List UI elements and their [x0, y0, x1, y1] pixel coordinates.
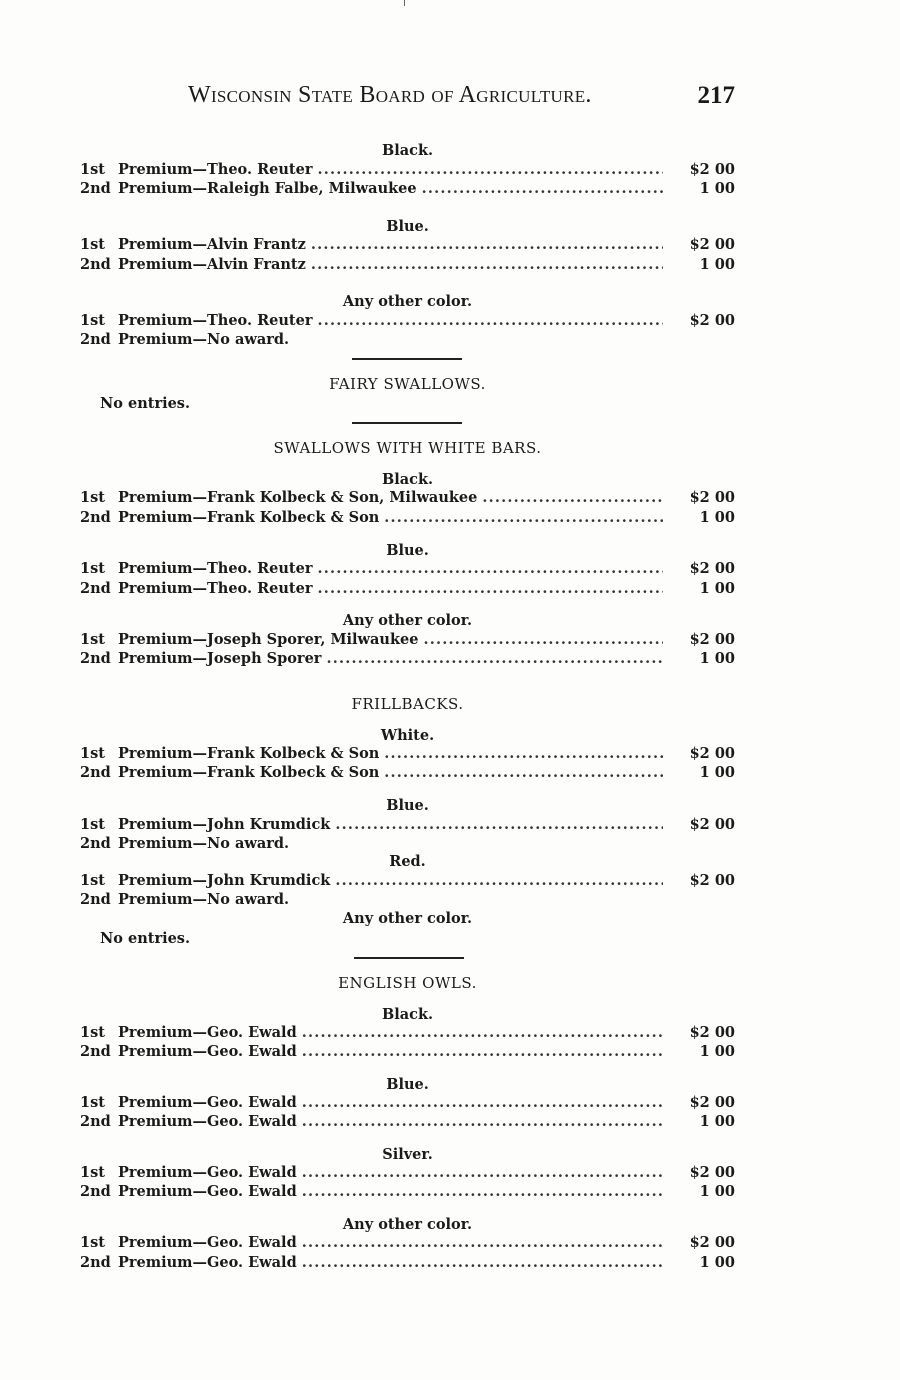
place: 2nd [80, 891, 111, 908]
page-header [80, 82, 735, 114]
place: 1st [80, 872, 105, 889]
award-row [80, 1254, 735, 1274]
winner: Premium—Frank Kolbeck & Son [118, 509, 380, 526]
winner: Premium—Geo. Ewald [118, 1024, 297, 1041]
subheading-blue: Blue. [386, 1076, 429, 1093]
subheading-white: White. [380, 727, 435, 744]
award-row [80, 891, 735, 911]
winner: Premium—Geo. Ewald [118, 1094, 297, 1111]
winner: Premium—Geo. Ewald [118, 1183, 297, 1200]
award-row [80, 745, 735, 765]
award-row [80, 489, 735, 509]
place: 2nd [80, 1043, 111, 1060]
award-row [80, 1043, 735, 1063]
dot-leader [312, 161, 663, 178]
amount: 1 00 [699, 509, 735, 526]
section-heading-fairy-swallows: FAIRY SWALLOWS. [329, 375, 486, 393]
dot-leader [306, 236, 663, 253]
amount: $2 00 [689, 631, 735, 648]
winner: Premium—Theo. Reuter [118, 312, 313, 329]
winner: Premium—Geo. Ewald [118, 1043, 297, 1060]
print-mark [404, 0, 405, 6]
winner: Premium—Alvin Frantz [118, 236, 306, 253]
amount: $2 00 [689, 312, 735, 329]
amount: $2 00 [689, 161, 735, 178]
place: 1st [80, 745, 105, 762]
award-row [80, 560, 735, 580]
award-row [80, 509, 735, 529]
dot-leader [297, 1043, 663, 1060]
dot-leader [312, 312, 663, 329]
place: 2nd [80, 764, 111, 781]
place: 2nd [80, 180, 111, 197]
section-divider [352, 358, 462, 360]
amount: $2 00 [689, 745, 735, 762]
section-divider [352, 422, 462, 424]
dot-leader [312, 560, 663, 577]
place: 1st [80, 816, 105, 833]
award-row [80, 180, 735, 200]
place: 1st [80, 312, 105, 329]
place: 2nd [80, 835, 111, 852]
section-divider [354, 957, 464, 959]
place: 1st [80, 489, 105, 506]
amount: $2 00 [689, 1094, 735, 1111]
amount: $2 00 [689, 560, 735, 577]
amount: $2 00 [689, 489, 735, 506]
amount: 1 00 [699, 1113, 735, 1130]
winner: Premium—Frank Kolbeck & Son, Milwaukee [118, 489, 478, 506]
subheading-any-other-color: Any other color. [342, 910, 473, 927]
amount: $2 00 [689, 816, 735, 833]
amount: $2 00 [689, 236, 735, 253]
dot-leader [379, 764, 663, 781]
award-row [80, 835, 735, 855]
amount: 1 00 [699, 1254, 735, 1271]
amount: $2 00 [689, 872, 735, 889]
dot-leader [477, 489, 663, 506]
amount: 1 00 [699, 1183, 735, 1200]
place: 1st [80, 631, 105, 648]
page-number: 217 [697, 82, 735, 109]
amount: $2 00 [689, 1024, 735, 1041]
no-entries-note: No entries. [100, 395, 191, 412]
award-row [80, 256, 735, 276]
amount: $2 00 [689, 1164, 735, 1181]
section-heading-frillbacks: FRILLBACKS. [351, 695, 464, 713]
award-row [80, 236, 735, 256]
subheading-black: Black. [381, 142, 434, 159]
winner: Premium—John Krumdick [118, 872, 331, 889]
section-heading-english-owls: ENGLISH OWLS. [338, 974, 477, 992]
winner: Premium—Geo. Ewald [118, 1234, 297, 1251]
subheading-blue: Blue. [386, 797, 429, 814]
award-row [80, 580, 735, 600]
subheading-black: Black. [381, 471, 434, 488]
winner: Premium—Geo. Ewald [118, 1164, 297, 1181]
award-row [80, 764, 735, 784]
amount: 1 00 [699, 764, 735, 781]
dot-leader [297, 1094, 663, 1111]
award-row [80, 816, 735, 836]
award-row [80, 161, 735, 181]
winner: Premium—No award. [118, 835, 290, 852]
dot-leader [312, 580, 663, 597]
place: 2nd [80, 580, 111, 597]
subheading-any-other-color: Any other color. [342, 1216, 473, 1233]
award-row [80, 872, 735, 892]
dot-leader [418, 631, 663, 648]
winner: Premium—No award. [118, 331, 290, 348]
award-row [80, 631, 735, 651]
winner: Premium—Alvin Frantz [118, 256, 306, 273]
dot-leader [297, 1113, 663, 1130]
dot-leader [379, 509, 663, 526]
amount: 1 00 [699, 1043, 735, 1060]
award-row [80, 1164, 735, 1184]
amount: 1 00 [699, 180, 735, 197]
subheading-any-other-color: Any other color. [342, 293, 473, 310]
dot-leader [297, 1024, 663, 1041]
award-row [80, 1094, 735, 1114]
winner: Premium—Joseph Sporer [118, 650, 322, 667]
amount: 1 00 [699, 650, 735, 667]
place: 2nd [80, 1254, 111, 1271]
place: 1st [80, 236, 105, 253]
dot-leader [297, 1164, 663, 1181]
dot-leader [379, 745, 663, 762]
winner: Premium—Frank Kolbeck & Son [118, 745, 380, 762]
award-row [80, 650, 735, 670]
winner: Premium—Theo. Reuter [118, 560, 313, 577]
place: 2nd [80, 1113, 111, 1130]
subheading-red: Red. [389, 853, 426, 870]
winner: Premium—Theo. Reuter [118, 580, 313, 597]
subheading-any-other-color: Any other color. [342, 612, 473, 629]
subheading-blue: Blue. [386, 542, 429, 559]
award-row [80, 1113, 735, 1133]
winner: Premium—Raleigh Falbe, Milwaukee [118, 180, 417, 197]
winner: Premium—Geo. Ewald [118, 1113, 297, 1130]
amount: 1 00 [699, 580, 735, 597]
award-row [80, 1024, 735, 1044]
winner: Premium—Frank Kolbeck & Son [118, 764, 380, 781]
winner: Premium—John Krumdick [118, 816, 331, 833]
place: 1st [80, 560, 105, 577]
dot-leader [330, 872, 663, 889]
place: 1st [80, 1024, 105, 1041]
place: 2nd [80, 1183, 111, 1200]
running-title: Wisconsin State Board of Agriculture. [188, 82, 592, 108]
place: 1st [80, 1234, 105, 1251]
amount: 1 00 [699, 256, 735, 273]
place: 2nd [80, 650, 111, 667]
award-row [80, 1234, 735, 1254]
dot-leader [306, 256, 663, 273]
place: 1st [80, 1094, 105, 1111]
dot-leader [321, 650, 663, 667]
dot-leader [297, 1254, 663, 1271]
section-heading-swallows-white-bars: SWALLOWS WITH WHITE BARS. [273, 439, 542, 457]
dot-leader [330, 816, 663, 833]
subheading-silver: Silver. [382, 1146, 433, 1163]
place: 1st [80, 161, 105, 178]
winner: Premium—Geo. Ewald [118, 1254, 297, 1271]
winner: Premium—No award. [118, 891, 290, 908]
place: 1st [80, 1164, 105, 1181]
place: 2nd [80, 331, 111, 348]
winner: Premium—Theo. Reuter [118, 161, 313, 178]
dot-leader [297, 1234, 663, 1251]
place: 2nd [80, 256, 111, 273]
winner: Premium—Joseph Sporer, Milwaukee [118, 631, 419, 648]
subheading-black: Black. [381, 1006, 434, 1023]
subheading-blue: Blue. [386, 218, 429, 235]
no-entries-note: No entries. [100, 930, 191, 947]
place: 2nd [80, 509, 111, 526]
dot-leader [297, 1183, 663, 1200]
award-row [80, 1183, 735, 1203]
amount: $2 00 [689, 1234, 735, 1251]
award-row [80, 312, 735, 332]
award-row [80, 331, 735, 351]
dot-leader [417, 180, 663, 197]
